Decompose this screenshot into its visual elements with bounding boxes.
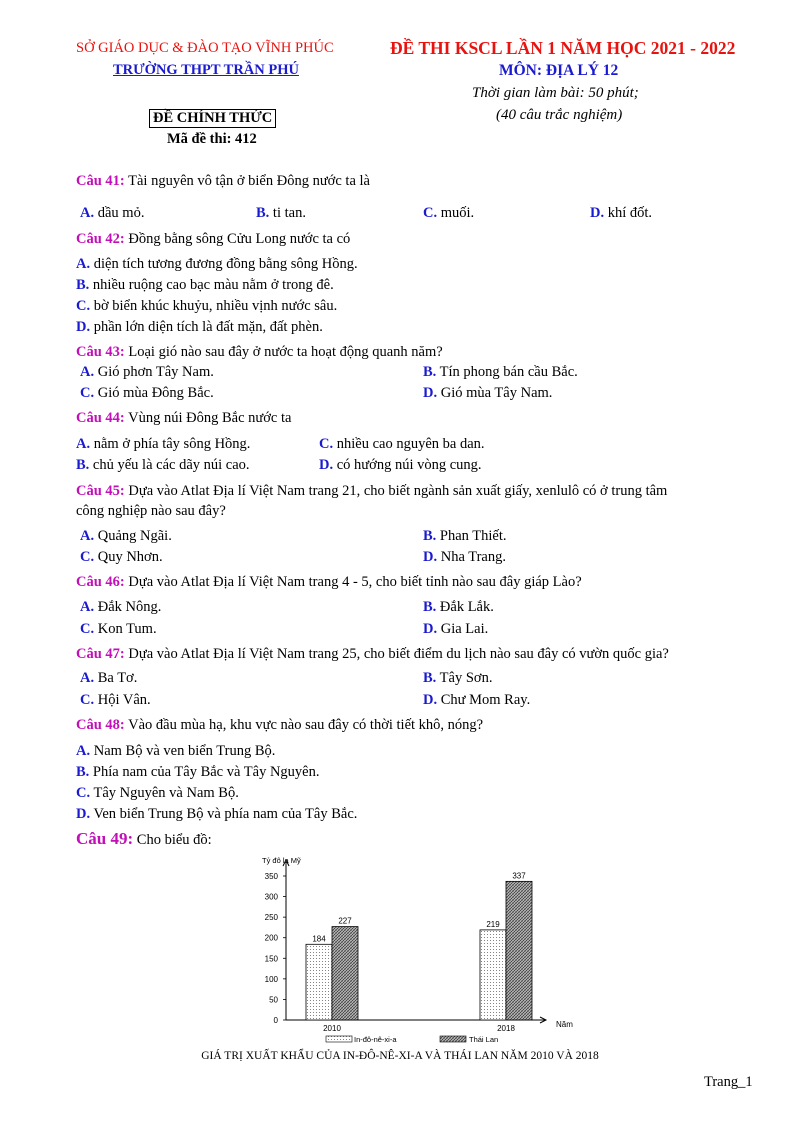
option-b: B. Tây Sơn. — [423, 670, 493, 686]
option-b: B. chủ yếu là các dãy núi cao. — [76, 457, 250, 473]
data-label: 184 — [312, 934, 326, 944]
option-d: D. Nha Trang. — [423, 549, 506, 565]
y-tick-label: 0 — [273, 1016, 278, 1025]
data-label: 337 — [512, 871, 526, 881]
option-c: C. Gió mùa Đông Bắc. — [80, 385, 214, 401]
bar — [306, 944, 332, 1020]
bar-chart — [240, 852, 600, 1050]
option-d: D. có hướng núi vòng cung. — [319, 457, 482, 473]
x-tick-label: 2018 — [497, 1024, 515, 1033]
question-45: Câu 45: Dựa vào Atlat Địa lí Việt Nam trang 21, cho biết ngành sản xuất giấy, xenlulô có ở trung tâm — [76, 483, 668, 499]
bar — [506, 881, 532, 1020]
option-d: D. Ven biển Trung Bộ và phía nam của Tây Bắc. — [76, 806, 358, 822]
y-tick-label: 300 — [264, 892, 278, 902]
y-axis-label: Tỷ đô la Mỹ — [262, 856, 301, 865]
option-a: A. diện tích tương đương đồng bằng sông Hồng. — [76, 256, 358, 272]
exam-title: ĐỀ THI KSCL LẦN 1 NĂM HỌC 2021 - 2022 — [390, 38, 736, 58]
option-b: B. Đắk Lắk. — [423, 599, 494, 615]
option-a: A. dầu mỏ. — [80, 205, 145, 221]
data-label: 219 — [486, 919, 500, 929]
option-d: D. khí đốt. — [590, 205, 653, 221]
page-number: Trang_1 — [704, 1074, 753, 1090]
option-a: A. Đắk Nông. — [80, 599, 162, 615]
option-d: D. Chư Mom Ray. — [423, 692, 531, 708]
option-a: A. Ba Tơ. — [80, 670, 138, 686]
y-tick-label: 350 — [264, 872, 278, 881]
option-b: B. nhiều ruộng cao bạc màu nằm ở trong đê. — [76, 277, 334, 293]
option-c: C. nhiều cao nguyên ba dan. — [319, 436, 485, 452]
x-tick-label: 2010 — [323, 1024, 341, 1033]
data-label: 227 — [338, 916, 352, 926]
option-b: B. Tín phong bán cầu Bắc. — [423, 364, 578, 380]
question-49: Câu 49: Cho biểu đồ: — [76, 829, 212, 848]
question-42: Câu 42: Đồng bằng sông Cửu Long nước ta có — [76, 231, 351, 247]
question-label: Câu 41: — [76, 173, 125, 189]
option-c: C. Quy Nhơn. — [80, 549, 163, 565]
exam-time: Thời gian làm bài: 50 phút; — [472, 85, 639, 101]
bar — [332, 927, 358, 1020]
question-44: Câu 44: Vùng núi Đông Bắc nước ta — [76, 410, 292, 426]
legend-label: In-đô-nê-xi-a — [354, 1035, 397, 1044]
question-43: Câu 43: Loại gió nào sau đây ở nước ta hoạt động quanh năm? — [76, 344, 443, 360]
chart-caption: GIÁ TRỊ XUẤT KHẨU CỦA IN-ĐÔ-NÊ-XI-A VÀ THÁI LAN NĂM 2010 VÀ 2018 — [201, 1050, 599, 1062]
y-tick-label: 100 — [264, 974, 278, 984]
option-a: A. Quảng Ngãi. — [80, 528, 172, 544]
question-count: (40 câu trắc nghiệm) — [496, 107, 623, 123]
y-tick-label: 50 — [269, 995, 278, 1005]
option-c: C. Kon Tum. — [80, 621, 157, 637]
official-exam-badge: ĐỀ CHÍNH THỨC — [149, 109, 276, 128]
option-c: C. Tây Nguyên và Nam Bộ. — [76, 785, 239, 801]
y-tick-label: 150 — [264, 954, 278, 964]
option-b: B. Phía nam của Tây Bắc và Tây Nguyên. — [76, 764, 320, 780]
option-a: A. Gió phơn Tây Nam. — [80, 364, 214, 380]
option-c: C. Hội Vân. — [80, 692, 151, 708]
option-d: D. Gió mùa Tây Nam. — [423, 385, 553, 401]
question-text-continued: công nghiệp nào sau đây? — [76, 503, 226, 519]
bar — [480, 930, 506, 1020]
x-axis-label: Năm — [556, 1020, 573, 1029]
school-name: TRƯỜNG THPT TRẦN PHÚ — [113, 62, 299, 78]
option-c: C. muối. — [423, 205, 475, 221]
option-a: A. nằm ở phía tây sông Hồng. — [76, 436, 251, 452]
option-d: D. phần lớn diện tích là đất mặn, đất phèn. — [76, 319, 323, 335]
subject-title: MÔN: ĐỊA LÝ 12 — [499, 62, 619, 79]
legend-swatch — [326, 1036, 352, 1042]
legend-swatch — [440, 1036, 466, 1042]
question-41 — [76, 173, 370, 190]
option-d: D. Gia Lai. — [423, 621, 489, 637]
option-b: B. ti tan. — [256, 205, 306, 221]
option-a: A. Nam Bộ và ven biển Trung Bộ. — [76, 743, 276, 759]
y-tick-label: 250 — [264, 913, 278, 923]
question-text: Tài nguyên vô tận ở biển Đông nước ta là — [128, 173, 370, 189]
legend-label: Thái Lan — [469, 1035, 499, 1044]
option-b: B. Phan Thiết. — [423, 528, 507, 544]
question-47: Câu 47: Dựa vào Atlat Địa lí Việt Nam trang 25, cho biết điểm du lịch nào sau đây có vườn quốc gia? — [76, 646, 669, 662]
department-name: SỞ GIÁO DỤC & ĐÀO TẠO VĨNH PHÚC — [76, 40, 334, 56]
exam-code: Mã đề thi: 412 — [167, 131, 257, 147]
question-46: Câu 46: Dựa vào Atlat Địa lí Việt Nam trang 4 - 5, cho biết tỉnh nào sau đây giáp Lào? — [76, 574, 582, 590]
y-tick-label: 200 — [264, 933, 278, 943]
question-48: Câu 48: Vào đầu mùa hạ, khu vực nào sau đây có thời tiết khô, nóng? — [76, 717, 484, 733]
option-c: C. bờ biển khúc khuỷu, nhiều vịnh nước sâu. — [76, 298, 338, 314]
